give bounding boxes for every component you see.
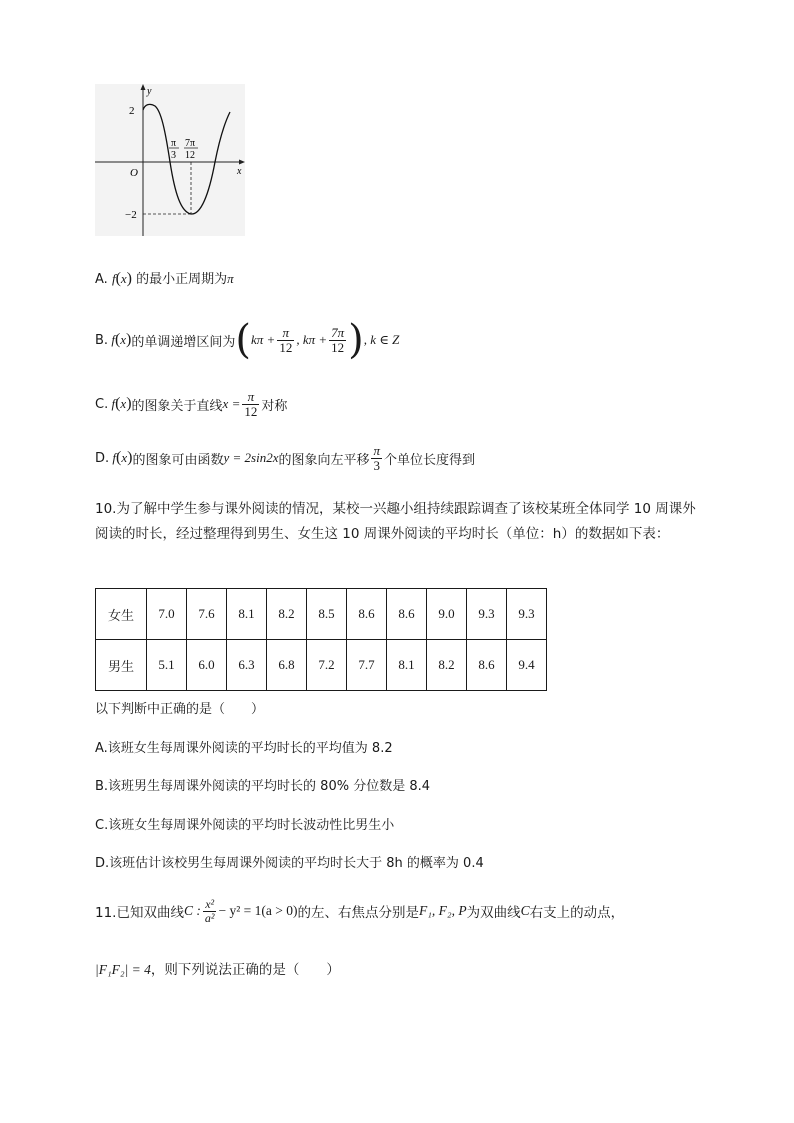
f-symbol: f [111,271,116,286]
option-text: 的单调递增区间为 [131,334,236,350]
table-cell: 9.4 [507,640,547,691]
sine-curve-plot [95,84,245,236]
table-cell: 7.6 [187,589,227,640]
table-cell: 6.0 [187,640,227,691]
q9-option-b: B. f ( x ) 的单调递增区间为 ( kπ + $\frac{\pi}{12}$ , kπ + $\frac{7\pi}{12}$ ) , k ∈ Z [95,317,400,363]
table-cell: 9.3 [507,589,547,640]
table-cell: 8.5 [307,589,347,640]
k-domain: , k ∈ Z [363,332,400,347]
right-paren: ) [348,317,364,363]
option-text-tail: 个单位长度得到 [384,452,476,468]
table-cell: 7.2 [307,640,347,691]
table-cell: 8.6 [467,640,507,691]
q10-option-b: B.该班男生每周课外阅读的平均时长的 80% 分位数是 8.4 [95,779,431,794]
option-text-mid: 的图象向左平移 [278,452,370,468]
q10-option-d: D.该班估计该校男生每周课外阅读的平均时长大于 8h 的概率为 0.4 [95,856,484,871]
table-cell: 8.6 [347,589,387,640]
option-text: 的最小正周期为 [136,272,228,287]
interval-end-k: , kπ + [296,332,328,347]
option-text: 的图象可由函数 [132,452,224,468]
interval-start-k: kπ + [251,332,276,347]
q11-text: ，则下列说法正确的是（ ） [150,962,340,978]
row-label: 女生 [96,589,147,640]
q10-stem: 10.为了解中学生参与课外阅读的情况，某校一兴趣小组持续跟踪调查了该校某班全体同学 10 周课外阅读的时长，经过整理得到男生、女生这 10 周课外阅读的平均时长（单位：h）的数据如下表： [95,501,696,542]
y-max-label: 2 [129,105,135,117]
row-label: 男生 [96,640,147,691]
tick1-numerator: π [171,138,177,149]
tick2-numerator: 7π [185,138,196,149]
table-cell: 8.1 [227,589,267,640]
option-letter: A. [95,272,108,287]
function-graph [95,84,245,236]
q11-text: 右支上的动点， [529,905,625,922]
table-cell: 8.2 [267,589,307,640]
table-cell: 6.3 [227,640,267,691]
q11-text: 为双曲线 [466,905,521,922]
table-cell: 8.1 [387,640,427,691]
origin-label: O [130,167,138,179]
q10-option-c: C.该班女生每周课外阅读的平均时长波动性比男生小 [95,818,395,833]
fraction-denominator: 12 [331,339,345,355]
tick1-denominator: 3 [171,150,176,161]
fraction-numerator: π [373,443,380,458]
reading-time-table [95,588,547,691]
pi-symbol: π [227,271,234,286]
fraction-numerator: x² [205,897,215,911]
fraction-numerator: 7π [331,324,345,340]
q9-option-c: C. f ( x ) 的图象关于直线 x = $\frac{\pi}{12}$ 对称 [95,389,288,419]
table-cell: 8.2 [427,640,467,691]
option-text: 的图象关于直线 [131,398,223,414]
q11-line2 [95,958,340,978]
q9-option-a: A. f(x) 的最小正周期为π [95,270,234,287]
table-cell: 7.7 [347,640,387,691]
hyperbola-name: C [520,903,530,919]
hyperbola-equation: − y² = 1(a > 0) [218,903,298,919]
table-cell: 7.0 [147,589,187,640]
q11-text: 的左、右焦点分别是 [297,905,419,922]
option-letter: B. [95,332,109,348]
left-paren: ( [235,317,251,363]
table-cell: 6.8 [267,640,307,691]
fraction-denominator: 12 [244,403,258,419]
table-cell: 9.0 [427,589,467,640]
option-text-tail: 对称 [261,398,288,414]
y-axis-arrow [141,84,146,90]
q11-lead: 11.已知双曲线 [95,905,184,922]
q10-option-a: A.该班女生每周课外阅读的平均时长的平均值为 8.2 [95,741,393,756]
table-cell: 8.6 [387,589,427,640]
table-row [96,589,547,640]
option-letter: D. [95,450,110,466]
q9-option-d: D. f ( x ) 的图象可由函数 y = 2sin2x 的图象向左平移 $\frac{\pi}{3}$ 个单位长度得到 [95,443,476,473]
x-axis-arrow [239,160,245,165]
option-letter: C. [95,396,109,412]
y-min-label: −2 [125,209,137,221]
tick2-denominator: 12 [185,150,195,161]
x-axis-label: x [237,166,242,177]
fraction-denominator: a² [204,910,215,925]
fraction-denominator: 12 [279,339,293,355]
y-axis-label: y [147,86,152,97]
fraction-numerator: π [247,389,255,404]
table-cell: 5.1 [147,640,187,691]
q10-prompt: 以下判断中正确的是（ ） [95,702,265,717]
table-row [96,640,547,691]
foci-symbols: F₁, F₂, P [418,903,467,919]
fraction-denominator: 3 [373,457,380,473]
table-cell: 9.3 [467,589,507,640]
function-expression: y = 2sin2x [223,450,279,466]
hyperbola-name: C : [183,903,201,919]
x-symbol: x [120,271,127,286]
line-equation: x = [222,396,241,412]
focal-distance: |F₁F₂| = 4 [95,962,151,977]
fraction-numerator: π [282,324,290,340]
q11-line1 [95,898,624,924]
